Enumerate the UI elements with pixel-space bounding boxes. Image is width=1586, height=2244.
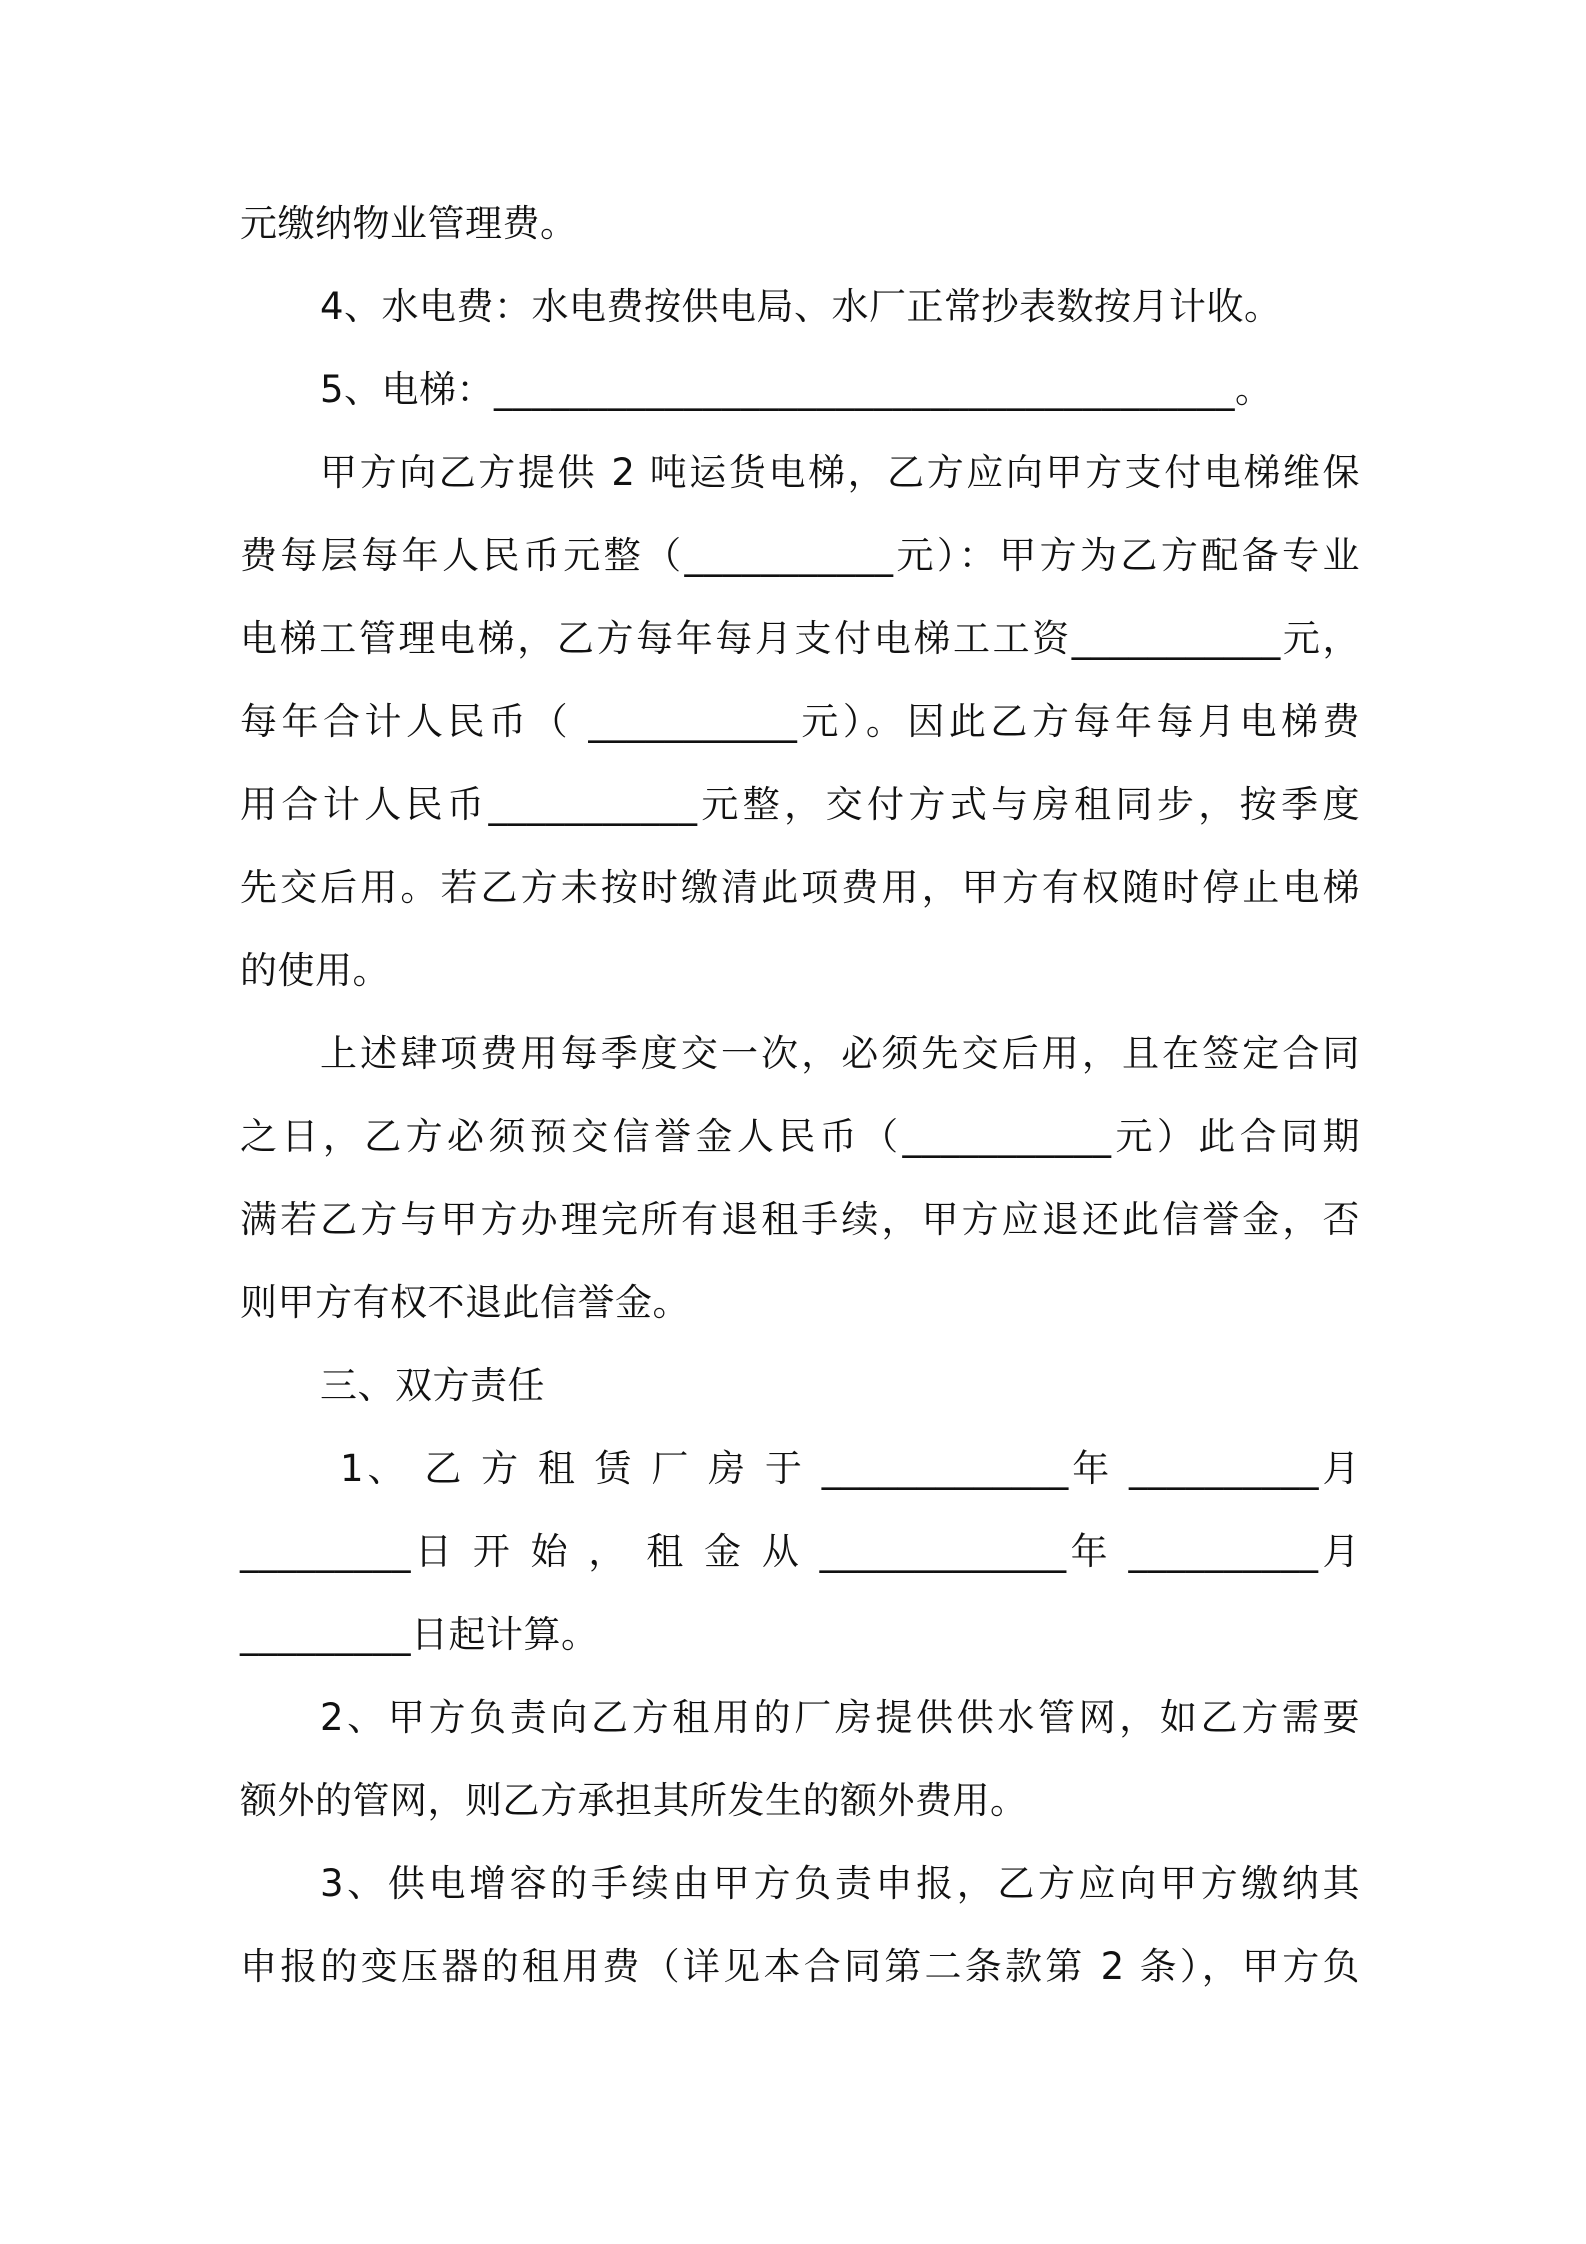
- text-line: 2、甲方负责向乙方租用的厂房提供供水管网，如乙方需要: [320, 1696, 1360, 1739]
- text-line: 4、水电费：水电费按供电局、水厂正常抄表数按月计收。: [320, 285, 1282, 328]
- text-line: 之日，乙方必须预交信誉金人民币（___________元）此合同期: [240, 1115, 1360, 1158]
- text-line: 1、 乙 方 租 赁 厂 房 于 _____________年 __________月: [340, 1447, 1360, 1490]
- text-line: 的使用。: [240, 949, 390, 992]
- text-line: 额外的管网，则乙方承担其所发生的额外费用。: [240, 1779, 1028, 1822]
- text-line: 元缴纳物业管理费。: [240, 202, 578, 245]
- text-line: 用合计人民币___________元整，交付方式与房租同步，按季度: [240, 783, 1360, 826]
- text-line: 5、电梯：_______________________________________。: [320, 368, 1273, 411]
- text-line: 申报的变压器的租用费（详见本合同第二条款第 2 条），甲方负: [240, 1945, 1360, 1988]
- text-line: 先交后用。若乙方未按时缴清此项费用，甲方有权随时停止电梯: [240, 866, 1360, 909]
- text-line: 甲方向乙方提供 2 吨运货电梯，乙方应向甲方支付电梯维保: [320, 451, 1360, 494]
- text-line: _________日 开 始 ， 租 金 从 _____________年 __________月: [240, 1530, 1360, 1573]
- text-line: 上述肆项费用每季度交一次，必须先交后用，且在签定合同: [320, 1032, 1360, 1075]
- text-line: 3、供电增容的手续由甲方负责申报，乙方应向甲方缴纳其: [320, 1862, 1360, 1905]
- text-line: _________日起计算。: [240, 1613, 599, 1656]
- text-line: 则甲方有权不退此信誉金。: [240, 1281, 690, 1324]
- text-line: 每年合计人民币（ ___________元）。因此乙方每年每月电梯费: [240, 700, 1360, 743]
- text-line: 满若乙方与甲方办理完所有退租手续，甲方应退还此信誉金，否: [240, 1198, 1360, 1241]
- text-line: 费每层每年人民币元整（___________元）：甲方为乙方配备专业: [240, 534, 1360, 577]
- section-heading: 三、双方责任: [320, 1364, 545, 1407]
- text-line: 电梯工管理电梯，乙方每年每月支付电梯工工资___________元，: [240, 617, 1360, 660]
